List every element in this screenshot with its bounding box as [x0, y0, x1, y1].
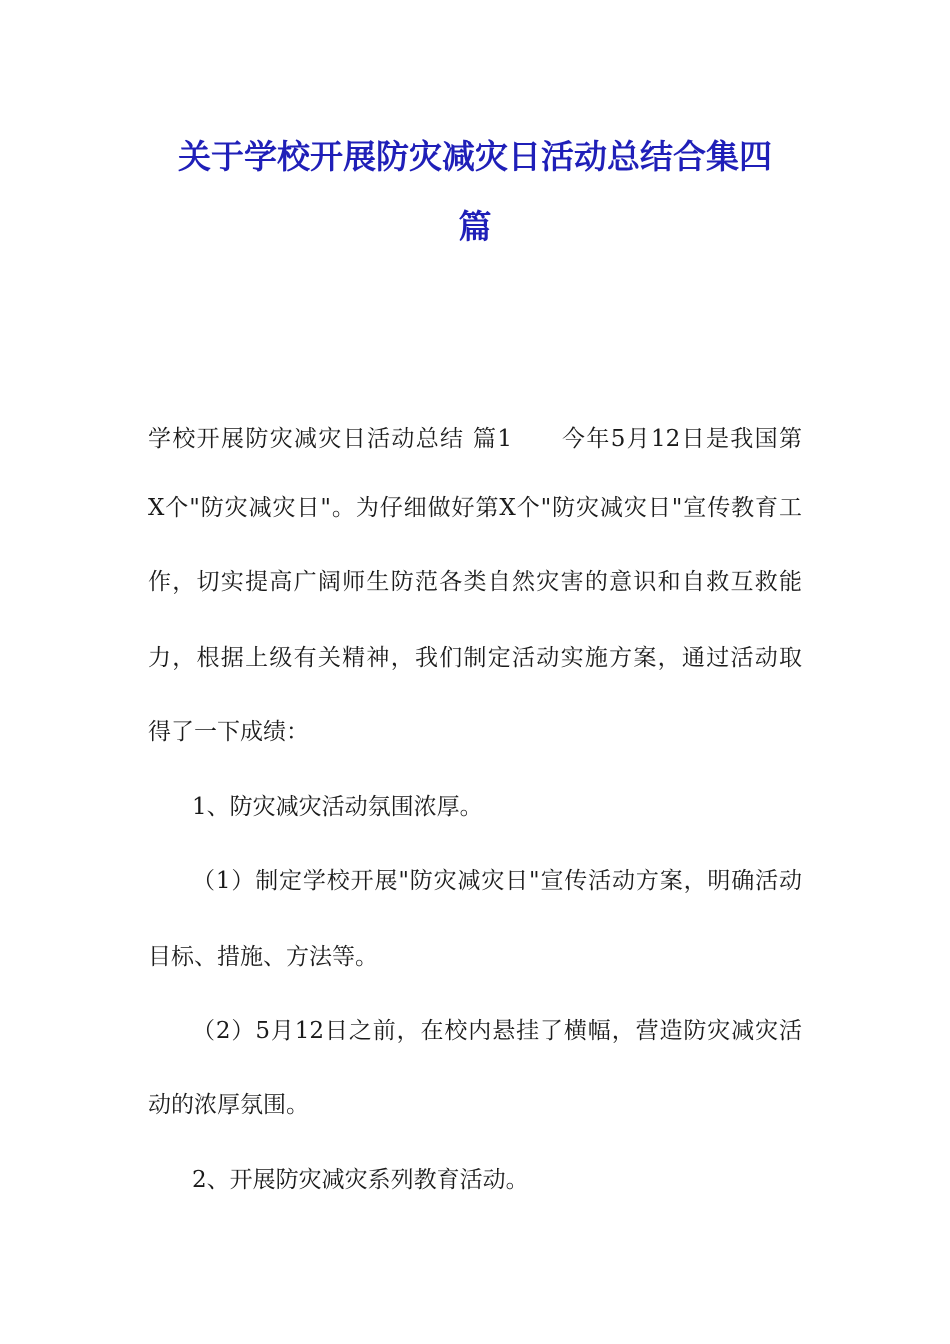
document-title-line-1: 关于学校开展防灾减灾日活动总结合集四	[178, 137, 772, 176]
section-heading-1: 1、防灾减灾活动氛围浓厚。	[192, 794, 483, 820]
body-line-8: 目标、措施、方法等。	[148, 944, 378, 970]
body-line-10: 动的浓厚氛围。	[148, 1092, 309, 1118]
body-line-3: 作，切实提高广阔师生防范各类自然灾害的意识和自救互救能	[148, 569, 802, 595]
body-line-2: X个"防灾减灾日"。为仔细做好第X个"防灾减灾日"宣传教育工	[148, 495, 802, 521]
body-line-1: 学校开展防灾减灾日活动总结 篇1 今年5月12日是我国第	[148, 426, 802, 452]
section-heading-2: 2、开展防灾减灾系列教育活动。	[192, 1167, 529, 1193]
body-line-9: （2）5月12日之前，在校内悬挂了横幅，营造防灾减灾活	[192, 1018, 802, 1044]
body-line-4: 力，根据上级有关精神，我们制定活动实施方案，通过活动取	[148, 645, 802, 671]
body-line-7: （1）制定学校开展"防灾减灾日"宣传活动方案，明确活动	[192, 868, 802, 894]
document-title-line-2: 篇	[458, 207, 492, 246]
body-line-5: 得了一下成绩：	[148, 719, 309, 745]
